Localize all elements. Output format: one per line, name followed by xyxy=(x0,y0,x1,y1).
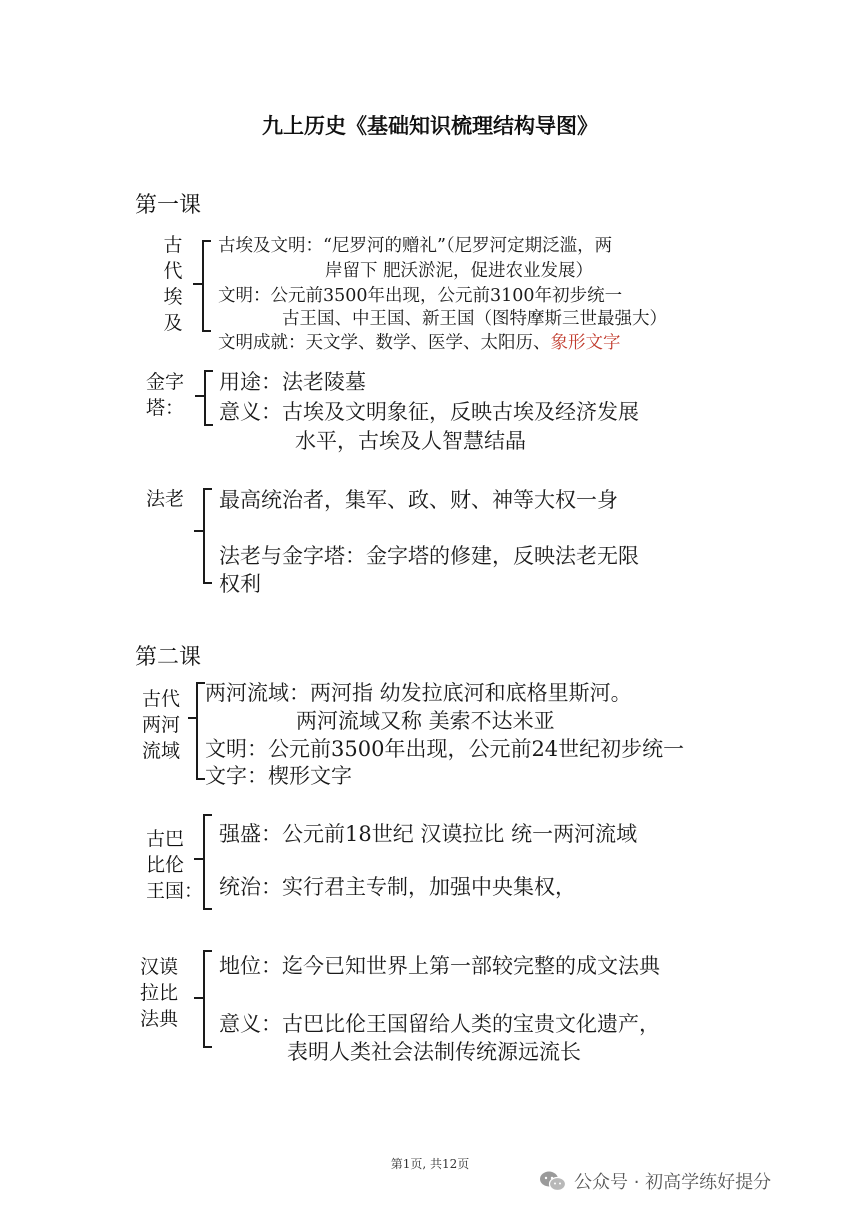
mesopotamia-topic: 古代 两河 流域 xyxy=(142,688,181,762)
code-brace xyxy=(203,950,212,1048)
pharaoh-line-3: 权利 xyxy=(219,572,261,596)
code-line-1: 地位：迄今已知世界上第一部较完整的成文法典 xyxy=(219,954,660,978)
mesopotamia-brace xyxy=(196,682,205,780)
code-line-2: 意义：古巴比伦王国留给人类的宝贵文化遗产， xyxy=(219,1012,660,1036)
egypt-brace-tick xyxy=(193,283,202,285)
pyramid-line-1: 用途：法老陵墓 xyxy=(219,370,366,394)
lesson-2-heading: 第二课 xyxy=(135,645,202,670)
page-number: 第1页, 共12页 xyxy=(390,1157,470,1171)
pharaoh-line-1: 最高统治者，集军、政、财、神等大权一身 xyxy=(219,488,618,512)
pyramid-brace xyxy=(204,370,213,426)
mesopotamia-line-3: 文明：公元前3500年出现，公元前24世纪初步统一 xyxy=(205,737,685,761)
mesopotamia-line-2: 两河流域又称 美索不达米亚 xyxy=(296,709,555,733)
babylon-brace-tick xyxy=(194,858,203,860)
mesopotamia-brace-tick xyxy=(188,717,197,719)
egypt-achievements: 文明成就：天文学、数学、医学、太阳历、象形文字 xyxy=(218,333,621,353)
pharaoh-brace xyxy=(203,488,212,584)
egypt-line-4: 古王国、中王国、新王国（图特摩斯三世最强大） xyxy=(282,309,667,329)
wechat-icon xyxy=(538,1170,568,1192)
egypt-line-2: 岸留下 肥沃淤泥，促进农业发展） xyxy=(325,261,594,281)
pyramid-topic: 金字 塔： xyxy=(146,371,185,419)
babylon-brace xyxy=(203,814,212,910)
mesopotamia-line-4: 文字：楔形文字 xyxy=(205,764,352,788)
watermark-text: 公众号 · 初高学练好提分 xyxy=(574,1172,772,1193)
lesson-1-heading: 第一课 xyxy=(135,193,202,218)
mesopotamia-line-1: 两河流域：两河指 幼发拉底河和底格里斯河。 xyxy=(205,681,632,705)
page-title: 九上历史《基础知识梳理结构导图》 xyxy=(262,114,598,138)
hieroglyph-highlight: 象形文字 xyxy=(550,333,621,353)
pharaoh-brace-tick xyxy=(194,530,203,532)
pharaoh-line-2: 法老与金字塔：金字塔的修建，反映法老无限 xyxy=(219,544,639,568)
babylon-topic: 古巴 比伦 王国： xyxy=(146,828,204,902)
pyramid-line-2: 意义：古埃及文明象征，反映古埃及经济发展 xyxy=(219,400,639,424)
egypt-line-3: 文明：公元前3500年出现，公元前3100年初步统一 xyxy=(218,286,623,306)
egypt-brace xyxy=(202,240,211,332)
pyramid-line-3: 水平，古埃及人智慧结晶 xyxy=(295,429,526,453)
babylon-line-1: 强盛：公元前18世纪 汉谟拉比 统一两河流域 xyxy=(219,822,638,846)
pyramid-brace-tick xyxy=(195,395,204,397)
code-brace-tick xyxy=(194,997,203,999)
watermark xyxy=(538,1168,771,1194)
babylon-line-2: 统治：实行君主专制，加强中央集权， xyxy=(219,875,576,899)
code-line-3: 表明人类社会法制传统源远流长 xyxy=(287,1040,581,1064)
egypt-line-1: 古埃及文明：“尼罗河的赠礼”（尼罗河定期泛滥，两 xyxy=(218,236,613,256)
code-topic: 汉谟 拉比 法典 xyxy=(140,956,179,1030)
egypt-topic: 古 代 埃 及 xyxy=(163,234,183,334)
pharaoh-topic: 法老 xyxy=(146,488,185,510)
